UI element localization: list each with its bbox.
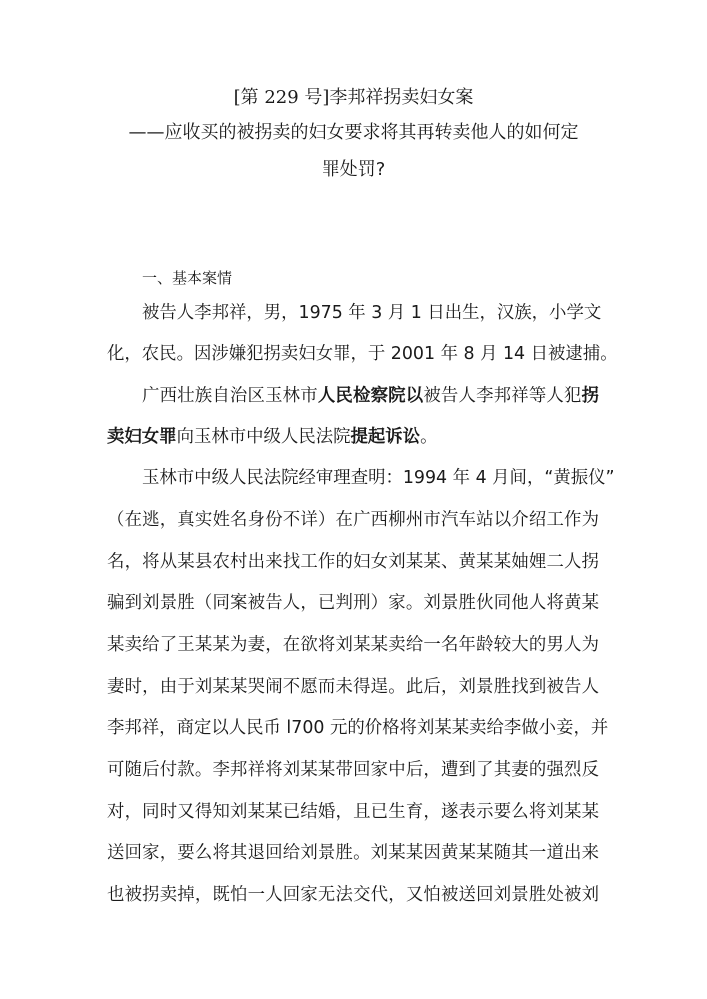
text-run: 向玉林市中级人民法院 (176, 427, 351, 447)
text-run: 广西壮族自治区玉林市 (142, 386, 318, 406)
paragraph-line: 被告人李邦祥，男，1975 年 3 月 1 日出生，汉族，小学文 (142, 303, 602, 323)
paragraph-line: 可随后付款。李邦祥将刘某某带回家中后，遭到了其妻的强烈反 (107, 760, 599, 780)
paragraph-line: 也被拐卖掉，既怕一人回家无法交代，又怕被送回刘景胜处被刘 (107, 885, 599, 905)
document-title: [第 229 号]李邦祥拐卖妇女案 (233, 87, 474, 108)
bold-text-run: 人民检察院以 (317, 386, 424, 406)
paragraph-line: 骗到刘景胜（同案被告人，已判刑）家。刘景胜伙同他人将黄某 (107, 593, 599, 613)
paragraph-line: 化，农民。因涉嫌犯拐卖妇女罪，于 2001 年 8 月 14 日被逮捕。 (107, 344, 618, 364)
paragraph-line (107, 425, 599, 449)
bold-text-run: 卖妇女罪 (107, 427, 177, 447)
document-subtitle-line1: ——应收买的被拐卖的妇女要求将其再转卖他人的如何定 (128, 122, 579, 143)
paragraph-line: 某卖给了王某某为妻，在欲将刘某某卖给一名年龄较大的男人为 (107, 635, 599, 655)
paragraph-line: 李邦祥，商定以人民币 l700 元的价格将刘某某卖给李做小妾，并 (107, 718, 609, 738)
paragraph-line (142, 384, 599, 408)
bold-text-run: 拐 (581, 386, 599, 406)
paragraph-line: 对，同时又得知刘某某已结婚，且已生育，遂表示要么将刘某某 (107, 802, 599, 822)
paragraph-line: 妻时，由于刘某某哭闹不愿而未得逞。此后，刘景胜找到被告人 (107, 677, 599, 697)
bold-text-run: 提起诉讼 (350, 427, 421, 447)
document-subtitle-line2: 罪处罚? (321, 159, 386, 180)
section-heading: 一、基本案情 (142, 269, 233, 287)
text-run: 。 (420, 427, 438, 447)
text-run: 被告人李邦祥等人犯 (423, 386, 582, 406)
paragraph-line: 送回家，要么将其退回给刘景胜。刘某某因黄某某随其一道出来 (107, 843, 599, 863)
paragraph-line: 玉林市中级人民法院经审理查明：1994 年 4 月间，“黄振仪” (142, 468, 615, 488)
paragraph-line: （在逃，真实姓名身份不详）在广西柳州市汽车站以介绍工作为 (107, 510, 599, 530)
paragraph-line: 名，将从某县农村出来找工作的妇女刘某某、黄某某妯娌二人拐 (107, 552, 599, 572)
